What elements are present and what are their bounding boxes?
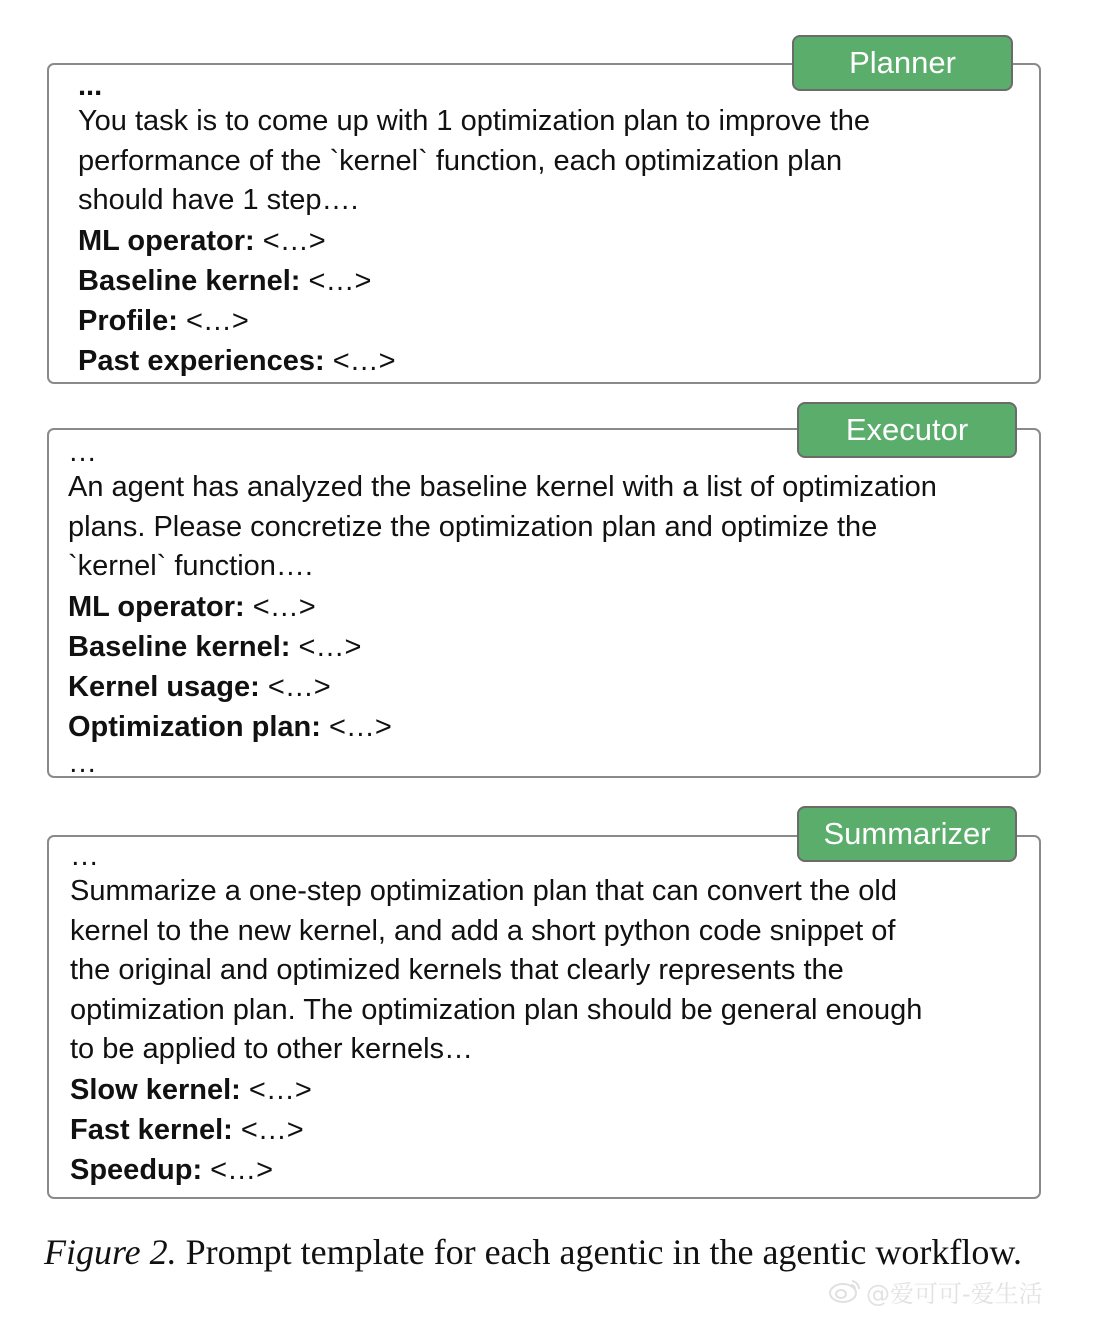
watermark-text: @爱可可-爱生活 xyxy=(866,1280,1043,1308)
planner-prompt xyxy=(78,70,870,381)
summarizer-line: optimization plan. The optimization plan should be general enough xyxy=(70,993,923,1026)
summarizer-ellipsis: … xyxy=(70,840,99,872)
field-label: Speedup: xyxy=(70,1153,203,1186)
summarizer-prompt xyxy=(70,840,922,1190)
field-label: Kernel usage: xyxy=(68,670,260,703)
executor-ellipsis-bottom: … xyxy=(68,746,97,779)
executor-ellipsis-top: … xyxy=(68,436,97,468)
executor-field-baseline-kernel xyxy=(68,627,937,667)
planner-ellipsis: ... xyxy=(78,70,103,102)
planner-field-ml-operator xyxy=(78,221,870,261)
planner-tag: Planner xyxy=(792,35,1013,91)
planner-line: should have 1 step…. xyxy=(78,184,359,216)
field-value: <…> xyxy=(324,344,396,377)
executor-field-kernel-usage xyxy=(68,667,937,707)
summarizer-line: Summarize a one-step optimization plan that can convert the old xyxy=(70,875,897,907)
executor-line: plans. Please concretize the optimization plan and optimize the xyxy=(68,510,878,543)
summarizer-line: to be applied to other kernels… xyxy=(70,1033,474,1065)
planner-field-baseline-kernel xyxy=(78,261,870,301)
field-value: <…> xyxy=(254,224,326,257)
summarizer-line: kernel to the new kernel, and add a short python code snippet of xyxy=(70,914,896,947)
field-value: <…> xyxy=(300,264,372,297)
summarizer-tag: Summarizer xyxy=(797,806,1017,862)
field-value: <…> xyxy=(177,304,249,337)
summarizer-field-fast-kernel xyxy=(70,1110,922,1150)
summarizer-field-speedup xyxy=(70,1150,922,1190)
field-value: <…> xyxy=(290,630,362,663)
executor-field-ml-operator xyxy=(68,587,937,627)
field-label: ML operator: xyxy=(78,224,255,257)
executor-line: `kernel` function…. xyxy=(68,550,313,582)
field-value: <…> xyxy=(244,590,316,623)
field-label: Slow kernel: xyxy=(70,1073,241,1106)
field-label: Profile: xyxy=(78,304,178,337)
field-value: <…> xyxy=(259,670,331,703)
field-label: Fast kernel: xyxy=(70,1113,233,1146)
weibo-icon xyxy=(828,1278,862,1313)
planner-line: performance of the `kernel` function, each optimization plan xyxy=(78,144,843,177)
figure-caption xyxy=(44,1230,1022,1274)
summarizer-line: the original and optimized kernels that clearly represents the xyxy=(70,954,844,986)
field-label: Baseline kernel: xyxy=(68,630,291,663)
planner-field-past-experiences xyxy=(78,341,870,381)
executor-tag: Executor xyxy=(797,402,1017,458)
field-value: <…> xyxy=(202,1153,274,1186)
field-label: Baseline kernel: xyxy=(78,264,301,297)
figure-label: Figure 2. xyxy=(44,1232,177,1272)
executor-field-optimization-plan xyxy=(68,707,937,747)
planner-line: You task is to come up with 1 optimization plan to improve the xyxy=(78,105,871,137)
field-value: <…> xyxy=(320,710,392,743)
field-label: Past experiences: xyxy=(78,344,325,377)
executor-prompt xyxy=(68,436,937,779)
field-label: Optimization plan: xyxy=(68,710,321,743)
field-value: <…> xyxy=(240,1073,312,1106)
planner-field-profile xyxy=(78,301,870,341)
executor-line: An agent has analyzed the baseline kernel with a list of optimization xyxy=(68,471,937,503)
summarizer-field-slow-kernel xyxy=(70,1070,922,1110)
field-label: ML operator: xyxy=(68,590,245,623)
watermark xyxy=(828,1277,1043,1313)
caption-text: Prompt template for each agentic in the agentic workflow. xyxy=(176,1232,1023,1272)
field-value: <…> xyxy=(232,1113,304,1146)
